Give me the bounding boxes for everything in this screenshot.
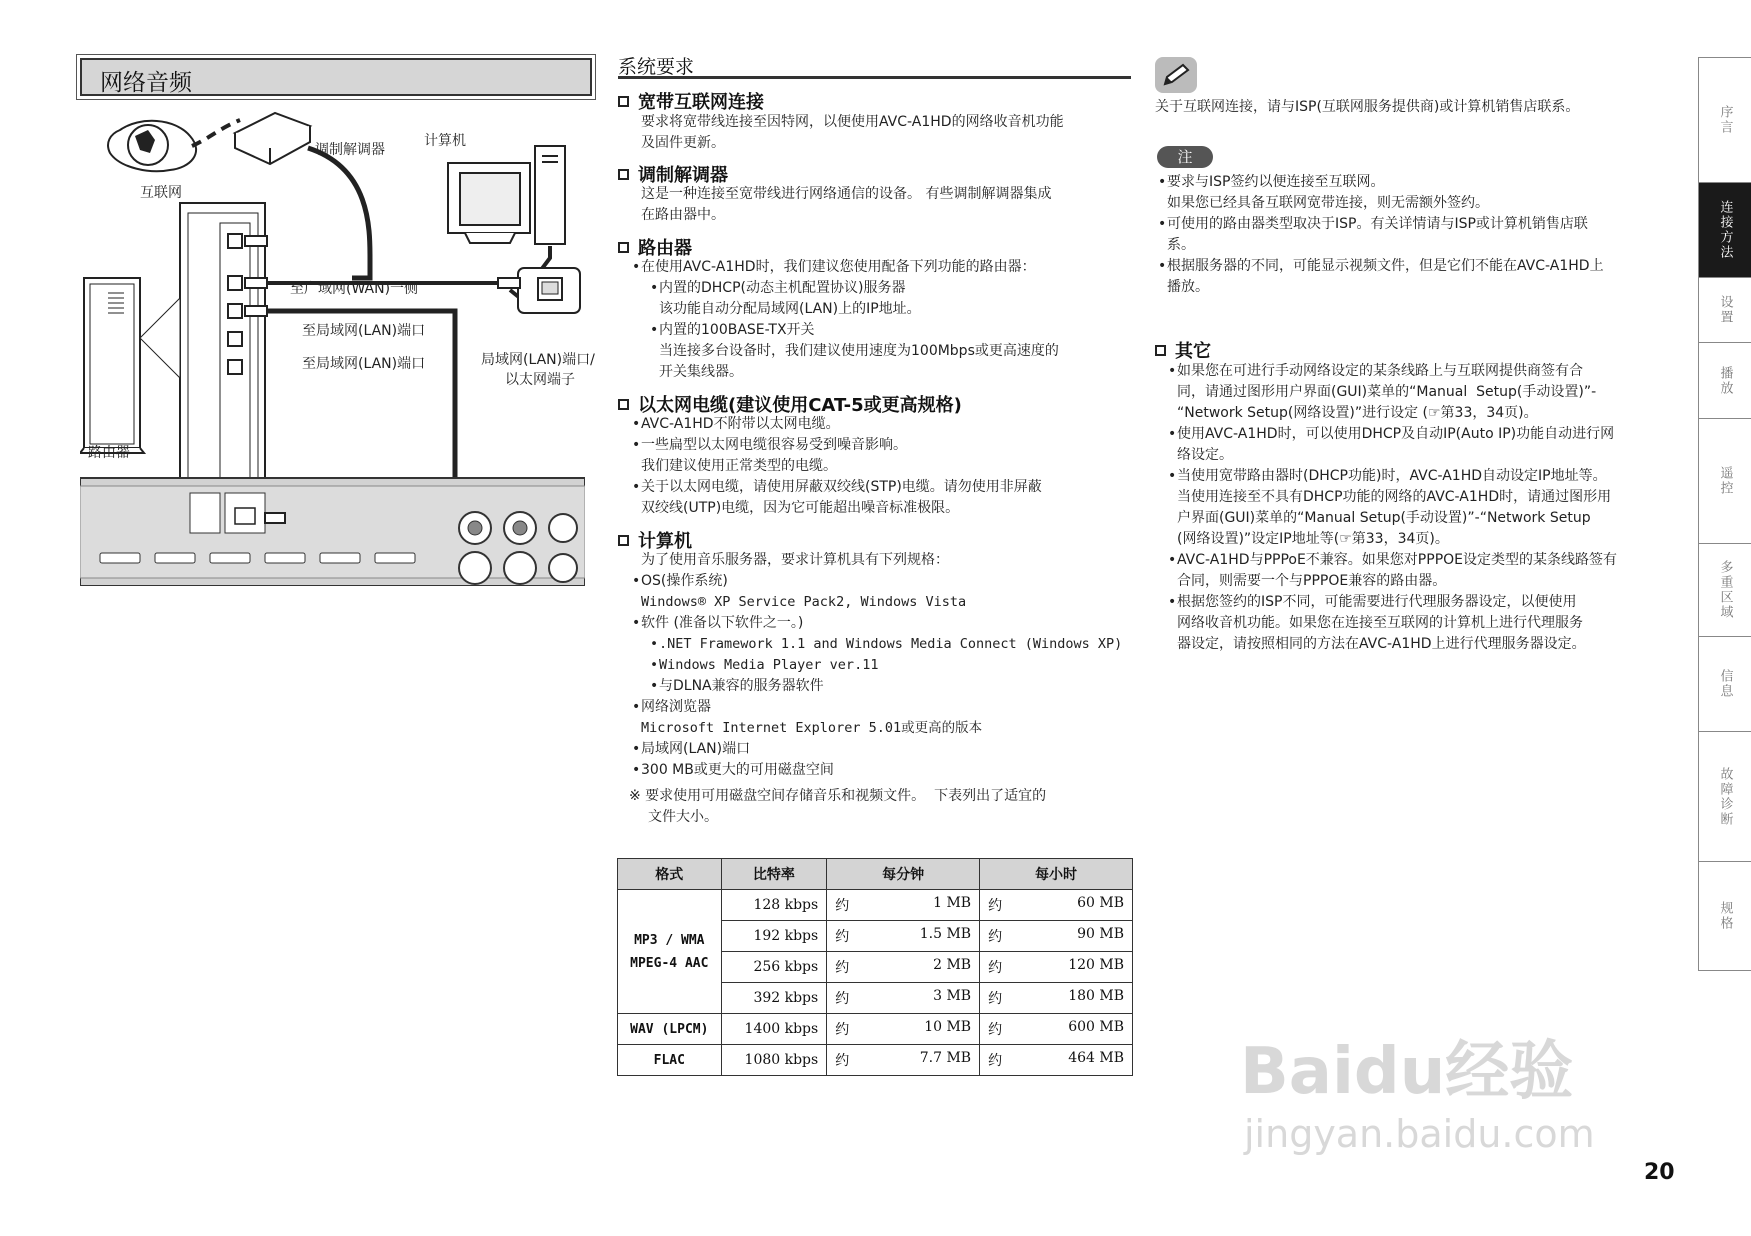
- page-number: 20: [1644, 1160, 1675, 1185]
- checkbox-square-icon: [1155, 345, 1166, 356]
- tip-text: 关于互联网连接，请与ISP(互联网服务提供商)或计算机销售店联系。: [1155, 99, 1580, 115]
- label-modem: 调制解调器: [315, 142, 385, 158]
- note-line-5: • 根据服务器的不同，可能显示视频文件，但是它们不能在AVC-A1HD上: [1167, 256, 1604, 277]
- table-row: [618, 890, 1133, 921]
- baidu-watermark-url: jingyan.baidu.com: [1244, 1112, 1595, 1156]
- heading-router: 路由器: [618, 234, 692, 260]
- small-router-icon: [80, 278, 180, 453]
- broadband-line-1: 要求将宽带线连接至因特网，以便使用AVC-A1HD的网络收音机功能: [641, 114, 1064, 130]
- computer-software: • 软件 (准备以下软件之一。): [641, 613, 803, 634]
- section-title-box: [80, 58, 592, 96]
- ethernet-bullet-3-line-2: 双绞线(UTP)电缆，因为它可能超出噪音标准极限。: [641, 500, 960, 516]
- label-to-lan-1: 至局域网(LAN)端口: [302, 323, 426, 339]
- table-cell-rate: 256 kbps: [721, 952, 827, 983]
- table-cell-hour: 约 464 MB: [980, 1045, 1133, 1076]
- computer-note-1: ※ 要求使用可用磁盘空间存储音乐和视频文件。 下表列出了适宜的: [629, 788, 1047, 804]
- router-bullet-2-desc-1: 当连接多台设备时，我们建议使用速度为100Mbps或更高速度的: [659, 343, 1059, 359]
- network-diagram-svg: [80, 108, 585, 586]
- other-line-7: 当使用连接至不具有DHCP功能的网络的AVC-A1HD时，请通过图形用: [1177, 489, 1612, 505]
- computer-os: • OS(操作系统): [641, 571, 728, 592]
- label-lan-port-2: 以太网端子: [505, 372, 575, 388]
- ethernet-bullet-1: • AVC-A1HD不附带以太网电缆。: [641, 414, 840, 435]
- table-cell-rate: 1080 kbps: [721, 1045, 827, 1076]
- note-line-6: 播放。: [1167, 279, 1209, 295]
- format-wav: WAV (LPCM): [618, 1014, 722, 1045]
- tab-troubleshooting[interactable]: 故障诊断: [1698, 731, 1751, 861]
- router-intro: • 在使用AVC-A1HD时，我们建议您使用配备下列功能的路由器：: [641, 257, 1036, 278]
- other-line-3: “Network Setup(网络设置)”进行设定 (☞第33，34页)。: [1177, 405, 1538, 421]
- note-line-3: • 可使用的路由器类型取决于ISP。有关详情请与ISP或计算机销售店联: [1167, 214, 1588, 235]
- tab-setup[interactable]: 设置: [1698, 277, 1751, 342]
- other-line-11: 合同，则需要一个与PPPOE兼容的路由器。: [1177, 573, 1447, 589]
- tab-connections[interactable]: 连接方法: [1698, 182, 1751, 277]
- table-cell-minute: 约 1.5 MB: [827, 921, 980, 952]
- label-router: 路由器: [88, 445, 130, 461]
- modem-icon: [235, 113, 310, 164]
- broadband-line-2: 及固件更新。: [641, 135, 725, 151]
- other-line-13: 网络收音机功能。如果您在连接至互联网的计算机上进行代理服务: [1177, 615, 1583, 631]
- baidu-watermark: Baidu经验: [1240, 1035, 1574, 1109]
- computer-software-3: • 与DLNA兼容的服务器软件: [659, 676, 824, 697]
- tab-multizone[interactable]: 多重区域: [1698, 543, 1751, 636]
- av-receiver-panel: [80, 478, 585, 586]
- checkbox-square-icon: [618, 399, 629, 410]
- router-bullet-1: • 内置的DHCP(动态主机配置协议)服务器: [659, 278, 905, 299]
- heading-other: 其它: [1155, 337, 1211, 363]
- label-internet: 互联网: [140, 185, 182, 201]
- table-cell-minute: 约 10 MB: [827, 1014, 980, 1045]
- format-mp3-wma: MP3 / WMA: [634, 932, 705, 948]
- table-cell-hour: 约 180 MB: [980, 983, 1133, 1014]
- table-cell-hour: 约 600 MB: [980, 1014, 1133, 1045]
- table-cell-minute: 约 2 MB: [827, 952, 980, 983]
- lan-port-bubble: [518, 268, 580, 313]
- other-line-6: • 当使用宽带路由器时(DHCP功能)时，AVC-A1HD自动设定IP地址等。: [1177, 466, 1607, 487]
- note-line-4: 系。: [1167, 237, 1195, 253]
- checkbox-square-icon: [618, 242, 629, 253]
- heading-broadband: 宽带互联网连接: [618, 88, 764, 114]
- globe-icon: [108, 121, 196, 171]
- heading-modem: 调制解调器: [618, 161, 728, 187]
- tab-specifications[interactable]: 规格: [1698, 861, 1751, 971]
- other-line-4: • 使用AVC-A1HD时，可以使用DHCP及自动IP(Auto IP)功能自动进行网: [1177, 424, 1614, 445]
- table-header: 比特率: [721, 859, 827, 890]
- table-cell-format: [618, 890, 722, 1014]
- other-line-10: • AVC-A1HD与PPPoE不兼容。如果您对PPPOE设定类型的某条线路签有: [1177, 550, 1617, 571]
- tab-preface[interactable]: 序言: [1698, 57, 1751, 182]
- modem-line-2: 在路由器中。: [641, 207, 725, 223]
- checkbox-square-icon: [618, 535, 629, 546]
- other-line-2: 同，请通过图形用户界面(GUI)菜单的“Manual Setup(手动设置)”-: [1177, 384, 1597, 400]
- modem-line-1: 这是一种连接至宽带线进行网络通信的设备。 有些调制解调器集成: [641, 186, 1052, 202]
- tab-remote[interactable]: 遥控: [1698, 418, 1751, 543]
- other-line-12: • 根据您签约的ISP不同，可能需要进行代理服务器设定，以便使用: [1177, 592, 1576, 613]
- other-line-9: (网络设置)”设定IP地址等(☞第33，34页)。: [1177, 531, 1449, 547]
- system-requirements-heading: 系统要求: [618, 52, 1131, 79]
- ethernet-bullet-2-desc: 我们建议使用正常类型的电缆。: [641, 458, 837, 474]
- note-badge: 注: [1157, 146, 1213, 168]
- other-line-5: 络设定。: [1177, 447, 1233, 463]
- checkbox-square-icon: [618, 169, 629, 180]
- router-bullet-1-desc: 该功能自动分配局域网(LAN)上的IP地址。: [659, 301, 921, 317]
- network-diagram: [80, 108, 585, 586]
- computer-software-1: • .NET Framework 1.1 and Windows Media Connect (Windows XP): [659, 634, 1122, 655]
- table-cell-hour: 约 60 MB: [980, 890, 1133, 921]
- table-cell-minute: 约 7.7 MB: [827, 1045, 980, 1076]
- label-to-lan-2: 至局域网(LAN)端口: [302, 356, 426, 372]
- computer-browser: • 网络浏览器: [641, 697, 711, 718]
- computer-disk: • 300 MB或更大的可用磁盘空间: [641, 760, 834, 781]
- table-row: [618, 1014, 1133, 1045]
- heading-ethernet: 以太网电缆(建议使用CAT-5或更高规格): [618, 391, 962, 417]
- table-cell-rate: 1400 kbps: [721, 1014, 827, 1045]
- other-line-1: • 如果您在可进行手动网络设定的某条线路上与互联网提供商签有合: [1177, 361, 1583, 382]
- computer-browser-desc: Microsoft Internet Explorer 5.01或更高的版本: [641, 720, 983, 736]
- table-cell-minute: 约 1 MB: [827, 890, 980, 921]
- pencil-icon: [1155, 57, 1197, 93]
- computer-software-2: • Windows Media Player ver.11: [659, 655, 878, 676]
- table-cell-minute: 约 3 MB: [827, 983, 980, 1014]
- tab-playback[interactable]: 播放: [1698, 342, 1751, 418]
- router-bullet-2: • 内置的100BASE-TX开关: [659, 320, 815, 341]
- table-header-row: [618, 859, 1133, 890]
- table-cell-rate: 392 kbps: [721, 983, 827, 1014]
- note-line-1: • 要求与ISP签约以便连接至互联网。: [1167, 172, 1384, 193]
- label-lan-port-1: 局域网(LAN)端口/: [481, 352, 595, 368]
- table-cell-rate: 192 kbps: [721, 921, 827, 952]
- other-line-14: 器设定，请按照相同的方法在AVC-A1HD上进行代理服务器设定。: [1177, 636, 1586, 652]
- table-cell-hour: 约 90 MB: [980, 921, 1133, 952]
- table-header: 每分钟: [827, 859, 980, 890]
- table-cell-hour: 约 120 MB: [980, 952, 1133, 983]
- table-cell-rate: 128 kbps: [721, 890, 827, 921]
- ethernet-bullet-2: • 一些扁型以太网电缆很容易受到噪音影响。: [641, 435, 907, 456]
- other-line-8: 户界面(GUI)菜单的“Manual Setup(手动设置)”-“Network Setup: [1177, 510, 1591, 526]
- table-row: [618, 1045, 1133, 1076]
- label-computer: 计算机: [424, 133, 466, 149]
- file-size-table: [617, 858, 1133, 1076]
- checkbox-square-icon: [618, 96, 629, 107]
- computer-note-2: 文件大小。: [648, 809, 718, 825]
- heading-computer: 计算机: [618, 527, 692, 553]
- table-header: 每小时: [980, 859, 1133, 890]
- format-mpeg4-aac: MPEG-4 AAC: [630, 955, 709, 971]
- router-bullet-2-desc-2: 开关集线器。: [659, 364, 743, 380]
- computer-os-desc: Windows® XP Service Pack2, Windows Vista: [641, 594, 967, 610]
- table-header: 格式: [618, 859, 722, 890]
- section-title: 网络音频: [100, 70, 192, 96]
- computer-lan: • 局域网(LAN)端口: [641, 739, 750, 760]
- computer-intro: 为了使用音乐服务器，要求计算机具有下列规格：: [641, 552, 949, 568]
- ethernet-bullet-3-line-1: • 关于以太网电缆，请使用屏蔽双绞线(STP)电缆。请勿使用非屏蔽: [641, 477, 1042, 498]
- format-flac: FLAC: [618, 1045, 722, 1076]
- tab-information[interactable]: 信息: [1698, 636, 1751, 731]
- label-to-wan: 至广域网(WAN)一侧: [290, 281, 419, 297]
- computer-icon: [448, 146, 565, 244]
- note-line-2: 如果您已经具备互联网宽带连接，则无需额外签约。: [1167, 195, 1489, 211]
